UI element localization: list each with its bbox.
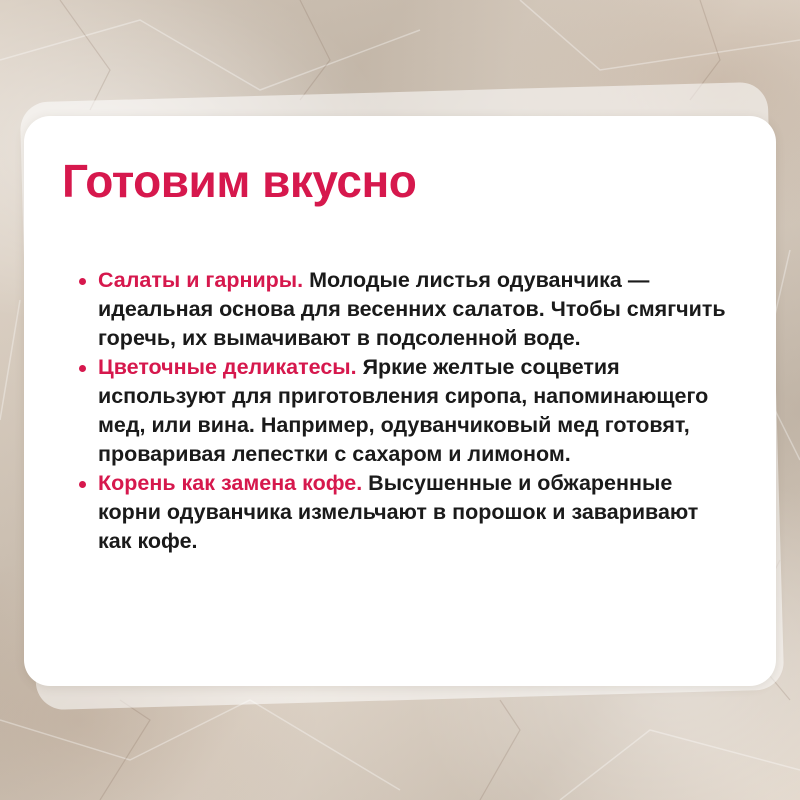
item-text: Молодые листья одуванчика — идеальная основа для весенних салатов. Чтобы смягчить горечь, их вымачивают в подсоленной воде. [98, 268, 726, 350]
list-item [76, 353, 736, 469]
list-item [76, 469, 736, 556]
bullet-icon [79, 481, 86, 488]
bullet-icon [79, 365, 86, 372]
tips-list [76, 266, 736, 556]
card-title: Готовим вкусно [62, 155, 417, 207]
item-text: Яркие желтые соцветия используют для приготовления сиропа, напоминающего мед, или вина. Например, одуванчиковый мед готовят, проваривая лепестки с сахаром и лимоном. [98, 355, 709, 466]
bullet-icon [79, 278, 86, 285]
item-lead: Корень как замена кофе. [98, 471, 369, 495]
list-item [76, 266, 736, 353]
item-text: Высушенные и обжаренные корни одуванчика измельчают в порошок и заваривают как кофе. [98, 471, 699, 553]
content-card [24, 116, 776, 686]
item-lead: Салаты и гарниры. [98, 268, 310, 292]
item-lead: Цветочные деликатесы. [98, 355, 363, 379]
